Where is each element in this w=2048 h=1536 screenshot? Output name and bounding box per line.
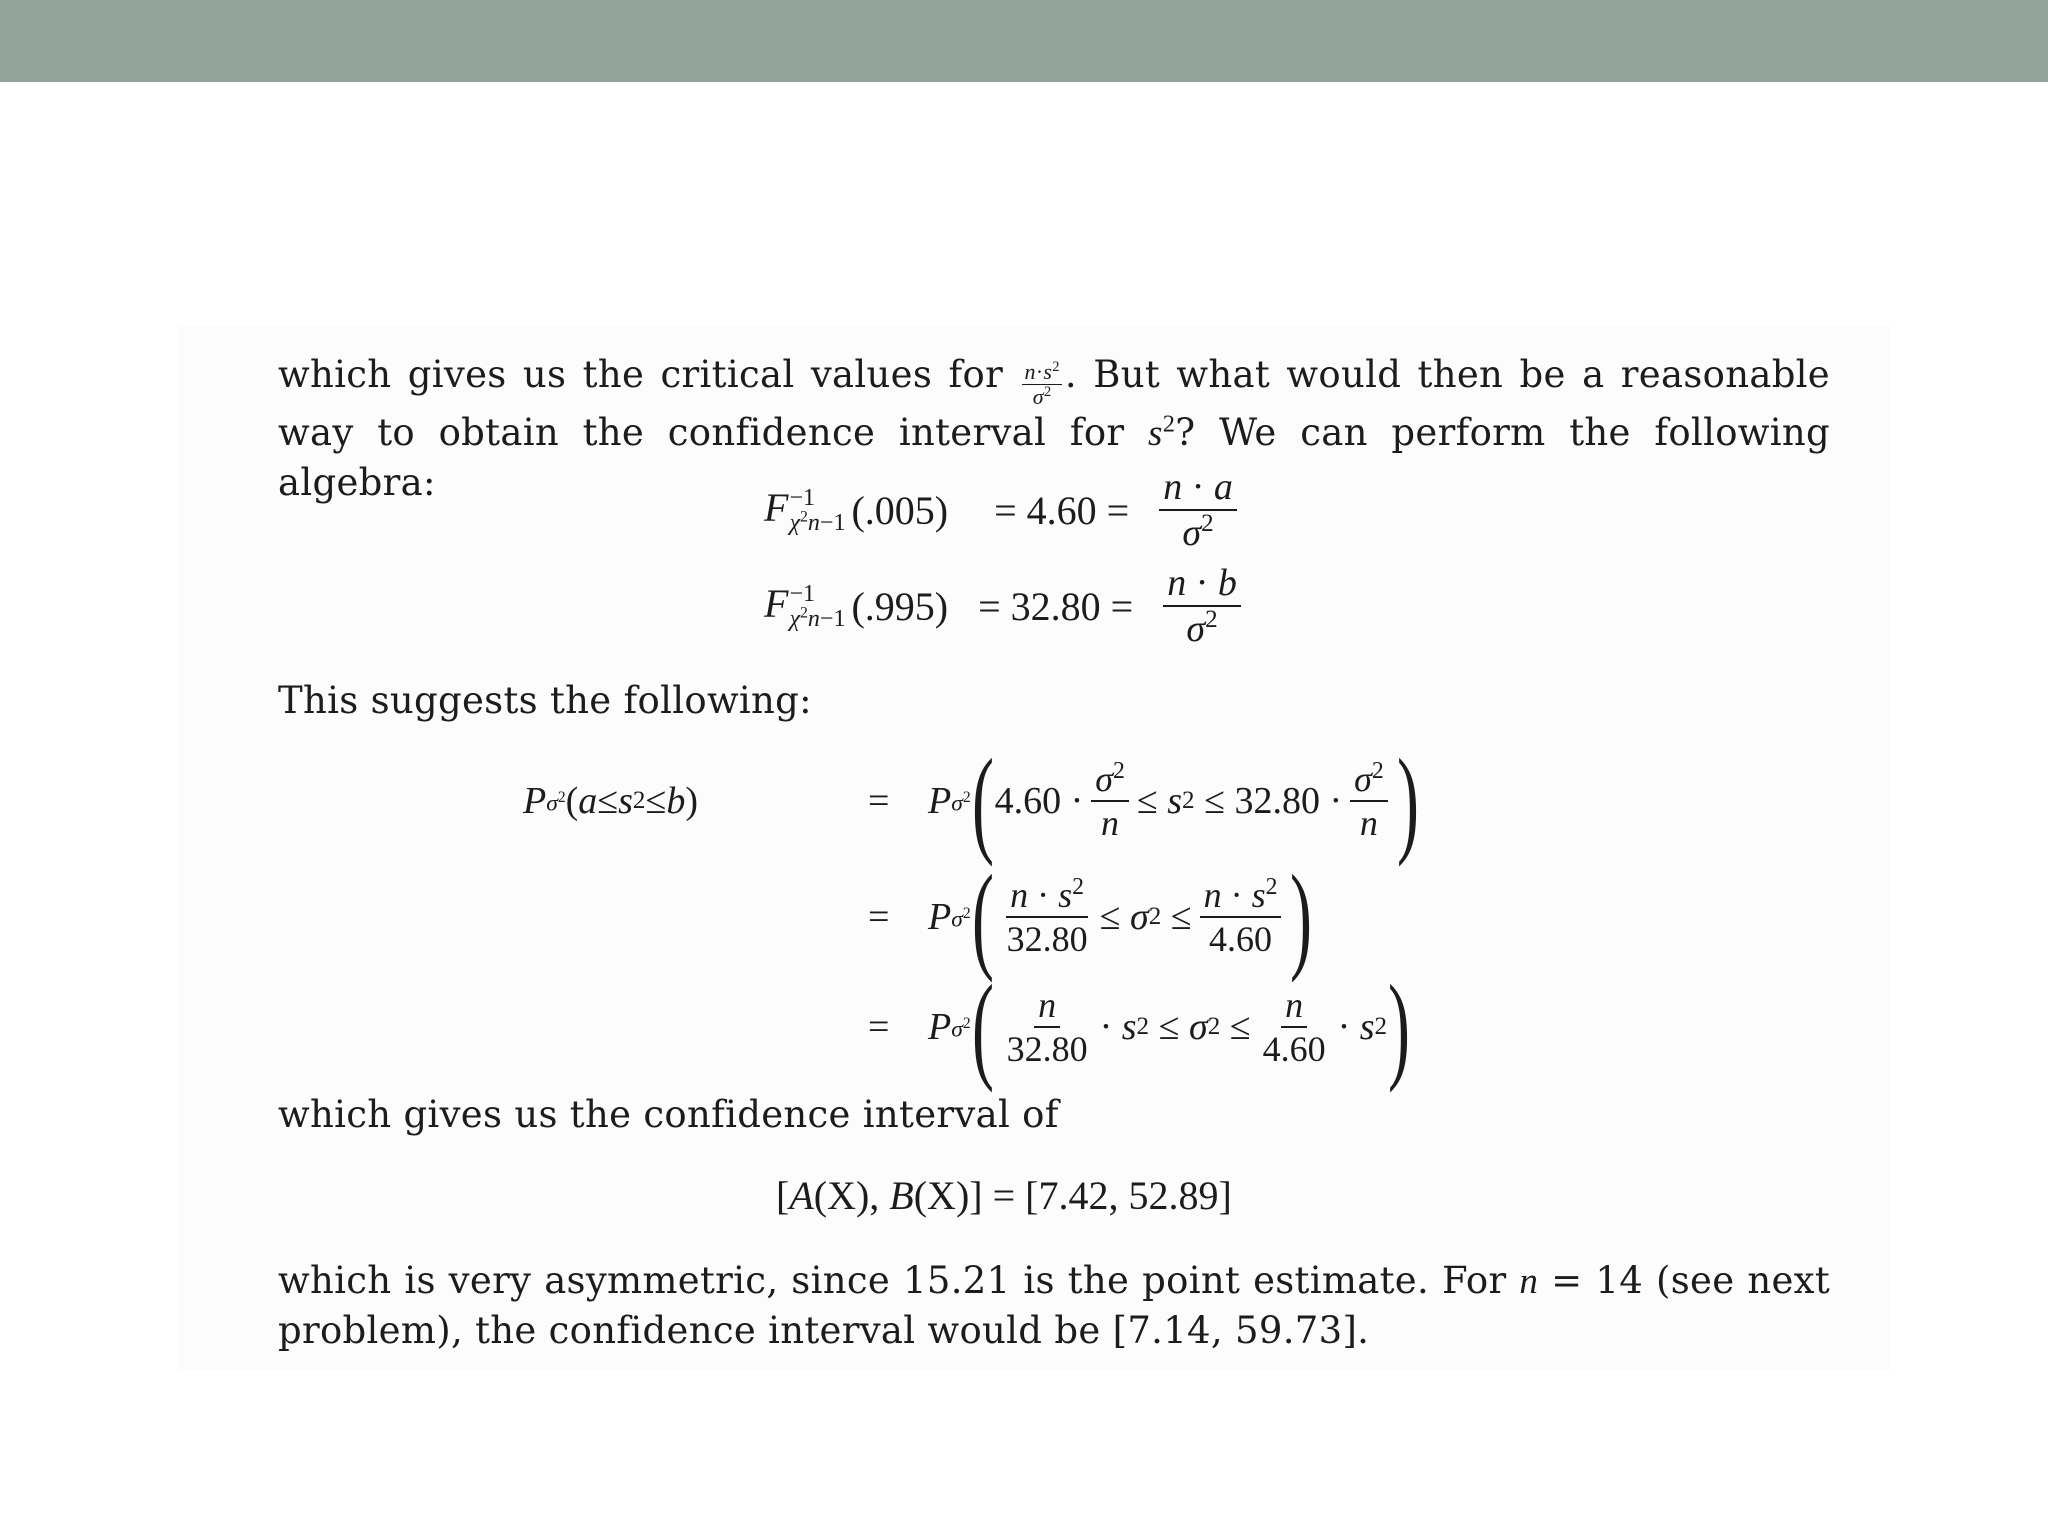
paragraph-asymmetric: which is very asymmetric, since 15.21 is the point estimate. For n = 14 (see next problem), the confidence interval would be [7.14, 59.73]. [278,1259,1831,1352]
equation-quantile-995: F −1 $\chi^2n-1$ (.995) = 32.80 = $\frac{n \cdot b}{\sigma^2}$ [764,566,1241,646]
fraction-ns2-over-sigma2: $\frac{n\cdot s^2}{\sigma^2}$ [1024,359,1060,410]
paragraph-critical-values: which gives us the critical values for $\frac{n\cdot s^2}{\sigma^2}$ . But what would then be a reasonable way to obtain the confidence interval for $s^2$? We can perform the following algebra: [278,353,1831,505]
equation-eq-sign-2: = [868,896,890,938]
equation-confidence-interval: [A(X), B(X)] = [7.42, 52.89] [776,1173,1232,1218]
paragraph-suggests: This suggests the following: [278,679,812,722]
equation-eq-sign-3: = [868,1006,890,1048]
paragraph-confidence-interval-of: which gives us the confidence interval of [278,1093,1059,1136]
equation-step-2: P $\sigma^2$ ( $\frac{n \cdot s^2}{32.80}$ ≤ σ 2 ≤ $\frac{n \cdot s^2}{4.60}$ ) [928,850,1313,983]
equation-eq-sign-1: = [868,780,890,822]
equation-step-3: P $\sigma^2$ ( $\frac{n}{32.80}$ · s 2 ≤ σ 2 ≤ $\frac{n}{4.60}$ · s 2 ) [928,960,1411,1093]
equation-quantile-005: F −1 $\chi^2n-1$ (.005) = 4.60 = $\frac{n \cdot a}{\sigma^2}$ [764,470,1237,550]
equation-step-1: P $\sigma^2$ ( 4.60 · $\frac{\sigma^2}{n}$ ≤ s 2 ≤ 32.80 · $\frac{\sigma^2}{n}$ ) [928,734,1419,867]
document-image [178,326,1890,1370]
header-bar [0,0,2048,82]
equation-probability-lhs: P $\sigma^2$ ( a ≤ s 2 ≤ b ) [523,780,698,822]
